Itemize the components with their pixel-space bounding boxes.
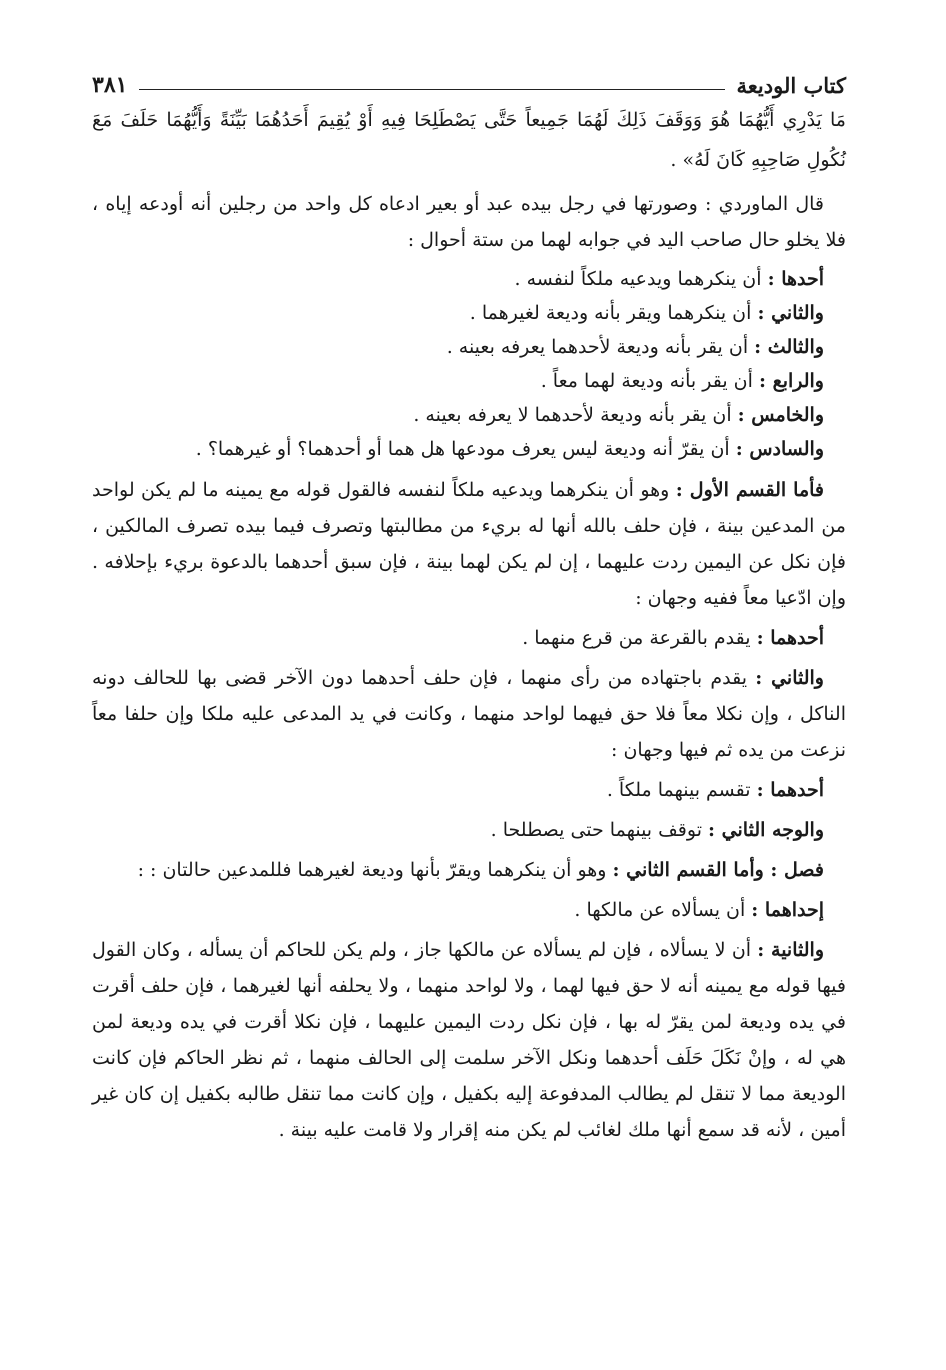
list-item	[92, 296, 846, 330]
book-title: كتاب الوديعة	[736, 73, 846, 98]
section-text: وهو أن ينكرهما ويقرّ بأنها وديعة لغيرهما فللمدعين حالتان : :	[137, 859, 607, 881]
list-item	[92, 892, 846, 928]
state-label: والثانية :	[757, 939, 824, 961]
case-label: والثاني :	[757, 302, 824, 324]
list-item	[92, 432, 846, 466]
view-label: والوجه الثاني :	[708, 819, 824, 841]
view-label: أحدهما :	[756, 779, 824, 801]
page-body	[92, 100, 846, 1148]
view-label: والثاني :	[755, 667, 824, 689]
list-item	[92, 660, 846, 768]
case-text: أن يقر بأنه وديعة لأحدهما لا يعرفه بعينه .	[413, 404, 732, 426]
view-text: تقسم بينهما ملكاً .	[606, 779, 751, 801]
case-text: أن يقر بأنه وديعة لهما معاً .	[540, 370, 753, 392]
list-item	[92, 262, 846, 296]
list-item	[92, 398, 846, 432]
list-item	[92, 932, 846, 1148]
list-item	[92, 364, 846, 398]
hadith-quote: مَا يَدْرِي أَيُّهُمَا هُوَ وَوَقَفَ ذَلِكَ لَهُمَا جَمِيعاً حَتَّى يَصْطَلِحَا فِيهِ أَوْ يُقِيمَ أَحَدُهُمَا بَيِّنَةً وَأَيُّهُمَا حَلَفَ مَعَ نُكُولِ صَاحِبِهِ كَانَ لَهُ» .	[92, 109, 846, 171]
case-label: والثالث :	[754, 336, 824, 358]
section-label: فصل : وأما القسم الثاني :	[612, 859, 824, 881]
section-label: فأما القسم الأول :	[675, 479, 824, 501]
state-text: أن يسألاه عن مالكها .	[574, 899, 746, 921]
list-item	[92, 772, 846, 808]
list-item	[92, 330, 846, 364]
running-header	[92, 58, 846, 98]
cases-list	[92, 262, 846, 466]
section-text: وهو أن ينكرهما ويدعيه ملكاً لنفسه فالقول قوله مع يمينه ما لم يكن لواحد من المدعين بينة ، فإن حلف بالله أنها له بريء من مطالبتها وتصرف فيما بيده تصرف المالكين ، فإن نكل عن اليمين ردت عليهما ، إن لم يكن لهما بينة ، فإن سبق أحدهما بالدعوة بريء بإحلافه . وإن ادّعيا معاً ففيه وجهان :	[92, 479, 846, 609]
intro-paragraph: قال الماوردي : وصورتها في رجل بيده عبد أو بعير ادعاه كل واحد من رجلين أنه أودعه إياه ، فلا يخلو حال صاحب اليد في جوابه لهما من ستة أحوال :	[92, 193, 846, 251]
case-text: أن يقر بأنه وديعة لأحدهما يعرفه بعينه .	[446, 336, 749, 358]
case-text: أن يقرّ أنه وديعة ليس يعرف مودعها هل هما أو أحدهما؟ أو غيرهما؟ .	[195, 438, 730, 460]
second-section-paragraph	[92, 852, 846, 888]
view-text: يقدم بالقرعة من قرع منهما .	[522, 627, 751, 649]
header-rule	[139, 89, 724, 90]
state-text: أن لا يسألاه ، فإن لم يسألاه عن مالكها جاز ، ولم يكن للحاكم أن يسأله ، وكان القول فيها قوله مع يمينه أنه لا حق فيها لهما ، ولا لواحد منهما ، ولا يحلفه أنها لغيرهما ، فإن حلف أقرت في يده وديعة لمن يقرّ له بها ، فإن نكل ردت اليمين عليهما ، فإن نكلا أقرت في يده وديعة لمن هي له ، وإنْ نَكَلَ حَلَف أحدهما ونكل الآخر سلمت إلى الحالف منهما ، ثم نظر الحاكم فإن كانت الوديعة مما لا تنقل لم يطالب المدفوعة إليه بكفيل ، وإن كانت مما تنقل طالبه بكفيل إن كان غير أمين ، لأنه قد سمع أنها ملك لغائب لم يكن منه إقرار ولا قامت عليه بينة .	[92, 939, 846, 1141]
case-label: والخامس :	[737, 404, 824, 426]
page-number: ٣٨١	[92, 72, 128, 98]
first-section-paragraph	[92, 472, 846, 616]
case-label: والسادس :	[735, 438, 824, 460]
case-label: أحدها :	[767, 268, 824, 290]
list-item	[92, 812, 846, 848]
view-label: أحدهما :	[756, 627, 824, 649]
case-label: والرابع :	[758, 370, 824, 392]
case-text: أن ينكرهما ويدعيه ملكاً لنفسه .	[514, 268, 762, 290]
view-text: يقدم باجتهاده من رأى منهما ، فإن حلف أحدهما دون الآخر قضى بها للحالف دونه الناكل ، وإن نكلا معاً فلا حق فيهما لواحد منهما ، وكانت في يد المدعى عليه ملكا وإن حلفا معاً نزعت من يده ثم فيها وجهان :	[92, 667, 846, 761]
list-item	[92, 620, 846, 656]
view-text: توقف بينهما حتى يصطلحا .	[490, 819, 702, 841]
case-text: أن ينكرهما ويقر بأنه وديعة لغيرهما .	[469, 302, 752, 324]
state-label: إحداهما :	[751, 899, 824, 921]
